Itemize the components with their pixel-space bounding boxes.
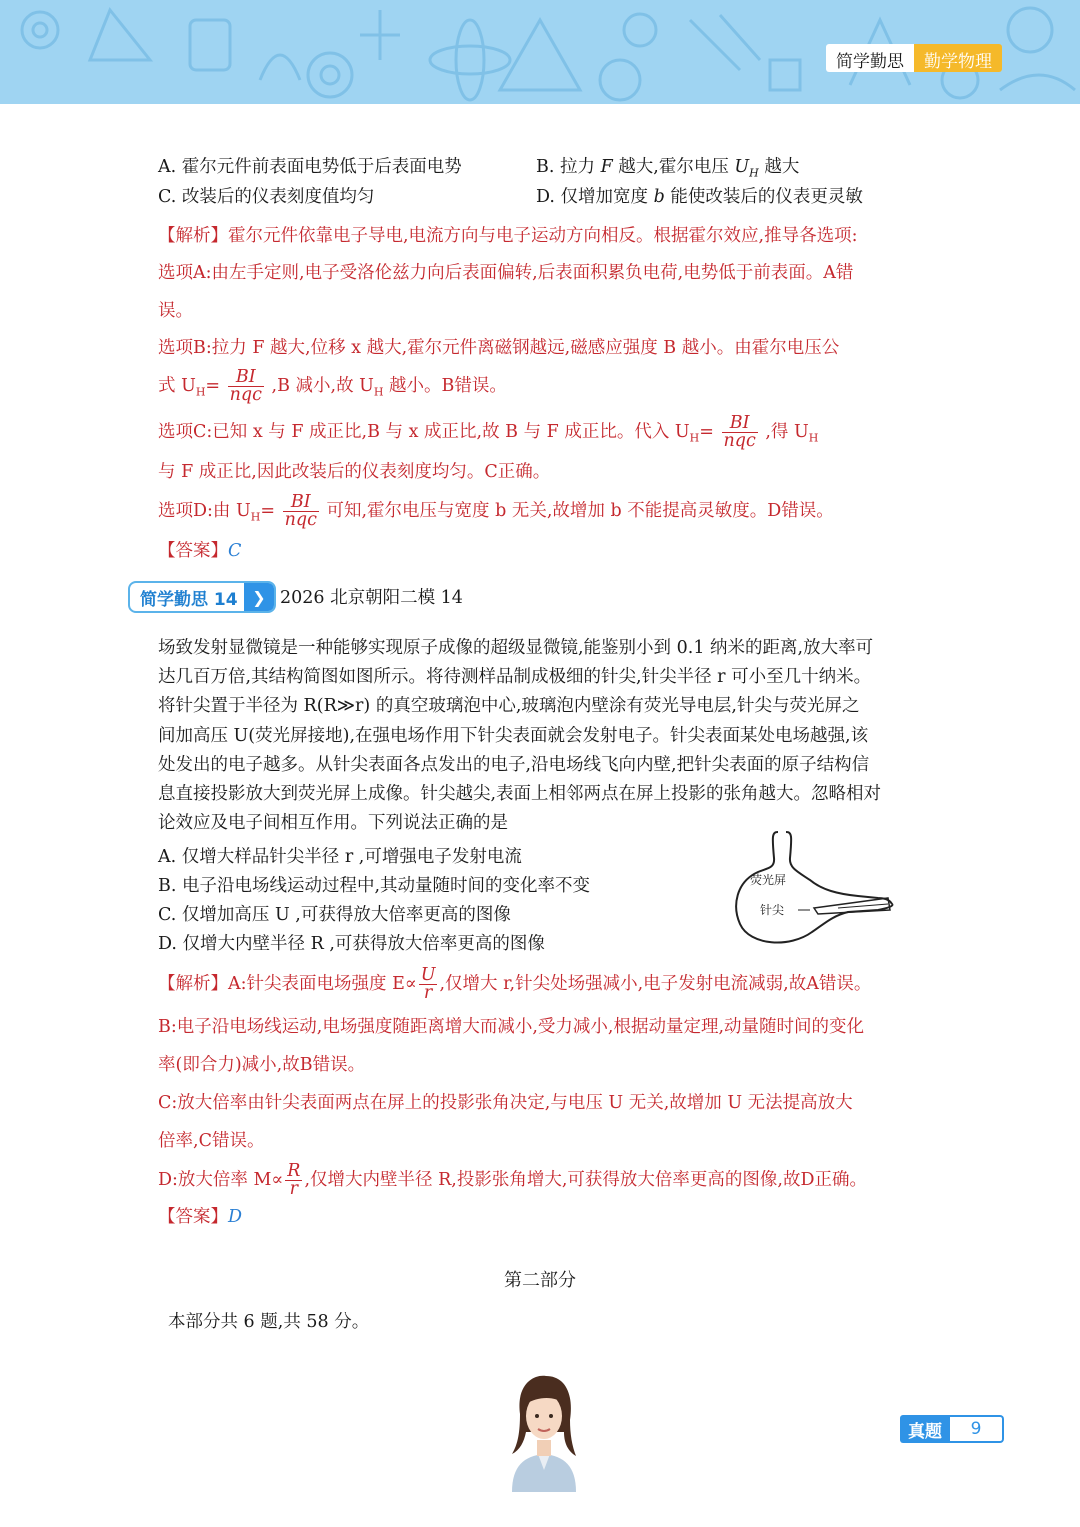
q13-analysis-intro: 【解析】霍尔元件依靠电子导电,电流方向与电子运动方向相反。根据霍尔效应,推导各选项:: [158, 226, 858, 246]
brand-right: 勤学物理: [914, 44, 1002, 72]
q13-analysis-b-line1: 选项B:拉力 F 越大,位移 x 越大,霍尔元件离磁钢越远,磁感应强度 B 越小。由霍尔电压公: [158, 338, 840, 358]
q13-analysis-a-line1: 选项A:由左手定则,电子受洛伦兹力向后表面偏转,后表面积累负电荷,电势低于前表面。A错: [158, 263, 854, 283]
tip-label: 针尖: [760, 903, 785, 917]
q14-option-b: B. 电子沿电场线运动过程中,其动量随时间的变化率不变: [158, 876, 591, 896]
brand-left: 简学勤思: [826, 44, 914, 72]
magnification-fraction: $\frac{R}{r}$: [287, 1161, 301, 1199]
hall-voltage-fraction: $\frac{BI}{\text{nqc}}$: [723, 413, 756, 451]
q14-analysis-b-line1: B:电子沿电场线运动,电场强度随距离增大而减小,受力减小,根据动量定理,动量随时间的变化: [158, 1017, 865, 1037]
q14-stem-line: 息直接投影放大到荧光屏上成像。针尖越尖,表面上相邻两点在屏上投影的张角越大。忽略相对: [158, 784, 882, 804]
brand-badge: [826, 44, 1002, 72]
screen-label: 荧光屏: [750, 873, 787, 887]
question-tag: [128, 581, 276, 613]
q13-option-a: A. 霍尔元件前表面电势低于后表面电势: [158, 157, 462, 177]
q13-option-c: C. 改装后的仪表刻度值均匀: [158, 187, 375, 207]
hall-voltage-fraction: $\frac{BI}{\text{nqc}}$: [229, 367, 262, 405]
section-note: 本部分共 6 题,共 58 分。: [168, 1312, 370, 1332]
q14-stem-line: 间加高压 U(荧光屏接地),在强电场作用下针尖表面就会发射电子。针尖表面某处电场越强,该: [158, 726, 869, 746]
q14-analysis-b-line2: 率(即合力)减小,故B错误。: [158, 1055, 366, 1075]
teacher-avatar: [498, 1370, 590, 1492]
header-banner: [0, 0, 1080, 104]
q14-stem-line: 论效应及电子间相互作用。下列说法正确的是: [158, 813, 508, 833]
field-emission-microscope-figure: [728, 828, 904, 952]
q13-analysis-c-line1: 选项C:已知 x 与 F 成正比,B 与 x 成正比,故 B 与 F 成正比。代入 $U_H=$ $\frac{BI}{\text{nqc}}$ ,得 $U_H$: [158, 413, 819, 451]
page-label: 真题: [900, 1415, 950, 1443]
q13-option-b: B. 拉力 F 越大,霍尔电压 $U_H$ 越大: [536, 157, 800, 180]
q13-analysis-a-line2: 误。: [158, 301, 193, 321]
q14-option-d: D. 仅增大内壁半径 R ,可获得放大倍率更高的图像: [158, 934, 545, 954]
page-indicator: [900, 1415, 1004, 1443]
q14-option-c: C. 仅增加高压 U ,可获得放大倍率更高的图像: [158, 905, 511, 925]
q14-stem-line: 将针尖置于半径为 R(R≫r) 的真空玻璃泡中心,玻璃泡内壁涂有荧光导电层,针尖与荧光屏之: [158, 696, 860, 716]
q14-analysis-d: D:放大倍率 M∝ $\frac{R}{r}$ ,仅增大内壁半径 R,投影张角增大,可获得放大倍率更高的图像,故D正确。: [158, 1161, 867, 1199]
q14-stem-line: 达几百万倍,其结构简图如图所示。将待测样品制成极细的针尖,针尖半径 r 可小至几十纳米。: [158, 667, 872, 687]
chevron-down-icon: ❯: [244, 583, 274, 611]
question-tag-label: 简学勤思 14: [140, 589, 238, 610]
hall-voltage-fraction: $\frac{BI}{\text{nqc}}$: [284, 492, 317, 530]
q14-stem-line: 处发出的电子越多。从针尖表面各点发出的电子,沿电场线飞向内壁,把针尖表面的原子结构信: [158, 755, 870, 775]
q13-analysis-d: 选项D:由 $U_H=$ $\frac{BI}{\text{nqc}}$ 可知,霍尔电压与宽度 b 无关,故增加 b 不能提高灵敏度。D错误。: [158, 492, 834, 530]
q13-answer: 【答案】C: [158, 541, 242, 561]
question-source: 2026 北京朝阳二模 14: [280, 588, 463, 608]
page-number: 9: [950, 1415, 1004, 1443]
q13-option-d: D. 仅增加宽度 b 能使改装后的仪表更灵敏: [536, 187, 863, 207]
q14-analysis-c-line2: 倍率,C错误。: [158, 1131, 265, 1151]
q14-answer: 【答案】D: [158, 1207, 243, 1227]
field-fraction: $\frac{U}{r}$: [420, 965, 436, 1003]
section-title: 第二部分: [504, 1270, 576, 1291]
q14-analysis-c-line1: C:放大倍率由针尖表面两点在屏上的投影张角决定,与电压 U 无关,故增加 U 无法提高放大: [158, 1093, 853, 1113]
q13-analysis-c-line2: 与 F 成正比,因此改装后的仪表刻度均匀。C正确。: [158, 462, 551, 482]
q14-analysis-a: 【解析】A:针尖表面电场强度 E∝ $\frac{U}{r}$ ,仅增大 r,针尖处场强减小,电子发射电流减弱,故A错误。: [158, 965, 872, 1003]
q14-option-a: A. 仅增大样品针尖半径 r ,可增强电子发射电流: [158, 847, 522, 867]
q14-stem-line: 场致发射显微镜是一种能够实现原子成像的超级显微镜,能鉴别小到 0.1 纳米的距离,放大率可: [158, 638, 874, 658]
q13-analysis-b-line2: 式 $U_H=$ $\frac{BI}{\text{nqc}}$ ,B 减小,故 $U_H$ 越小。B错误。: [158, 367, 507, 405]
